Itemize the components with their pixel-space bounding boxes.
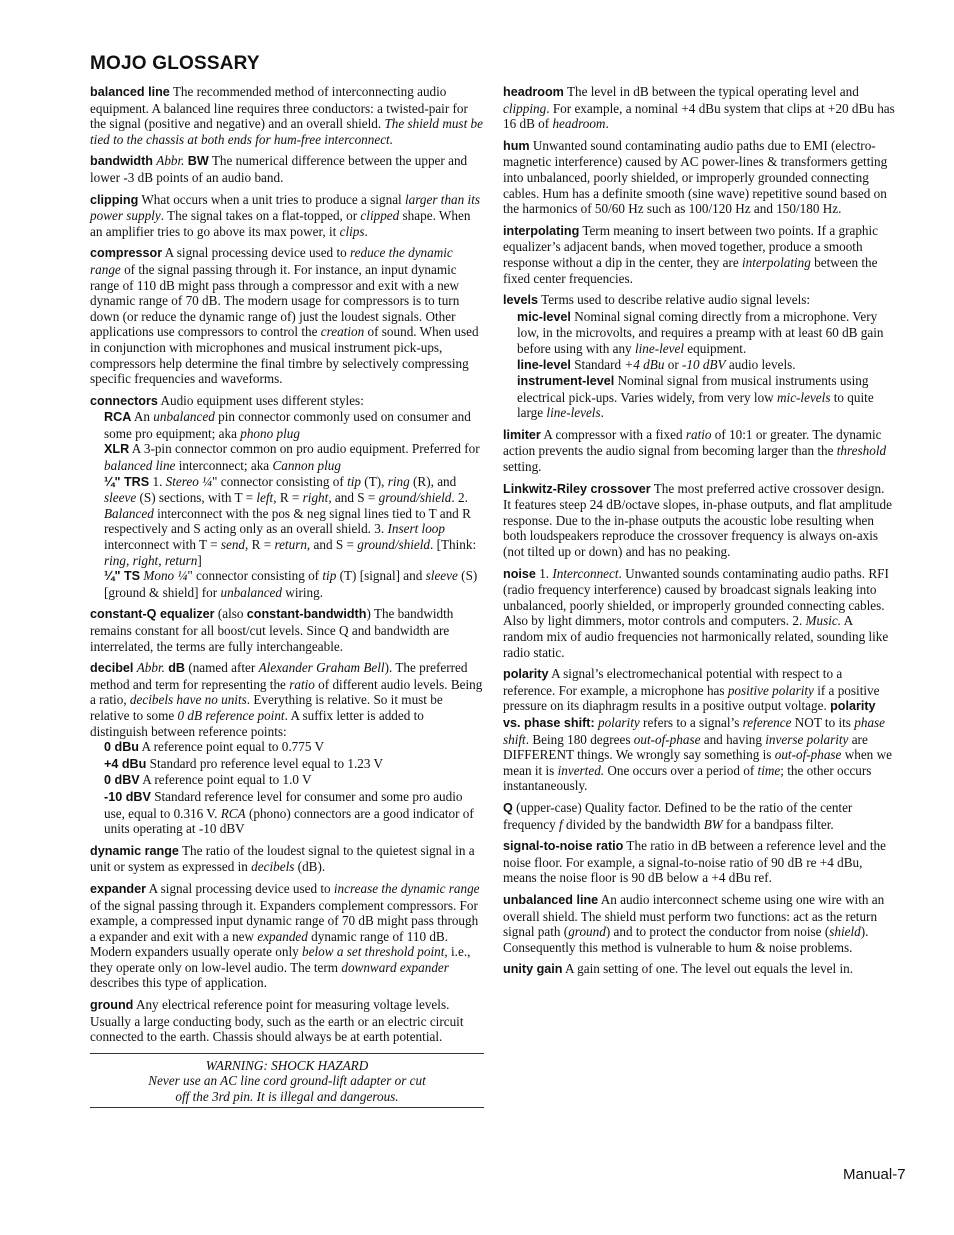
glossary-definition: Abbr. BW The numerical difference between the upper and lower -3 dB points of an audio band.	[90, 153, 468, 185]
glossary-term: unbalanced line	[503, 892, 599, 907]
glossary-definition: A gain setting of one. The level out equals the level in.	[562, 961, 854, 977]
glossary-entry-q	[503, 800, 895, 832]
sub-entry-10-dbv	[104, 789, 484, 837]
sub-term: RCA	[104, 410, 132, 425]
glossary-definition: A signal’s electromechanical potential with respect to a reference. For example, a microphone has positive polarity if a positive pressure on its diaphragm results in a positive output voltage. polarity vs. phase shift: polarity refers to a signal’s reference NOT to its phase shift. Being 180 degrees out-of-phase and having inverse polarity are DIFFERENT things. We wrongly say something is out-of-phase when we mean it is inverted. One occurs over a period of time; the other occurs instantaneously.	[503, 666, 892, 794]
glossary-definition: The recommended method of interconnecting audio equipment. A balanced line requires three conductors: a twisted-pair for the signal (positive and negative) and an overall shield. The shield must be tied to the chassis at both ends for hum-free interconnect.	[90, 84, 483, 147]
sub-term: ¼" TRS	[104, 474, 150, 489]
glossary-definition: Term meaning to insert between two points. If a graphic equalizer’s adjacent bands, when moved together, produce a smooth response without a dip in the center, they are interpolating between the fixed center frequencies.	[503, 222, 879, 286]
glossary-definition: Any electrical reference point for measuring voltage levels. Usually a large conducting body, such as the earth or an electric circuit connected to the earth. Chassis should always be at earth potential.	[90, 997, 464, 1045]
warning-text-1: Never use an AC line cord ground-lift adapter or cut	[148, 1073, 426, 1089]
sub-definition: Nominal signal coming directly from a microphone. Very low, in the microvolts, and requires a preamp with at least 60 dB gain before using with any line-level equipment.	[517, 308, 884, 356]
sub-entry-xlr	[104, 441, 484, 473]
sub-term: line-level	[517, 357, 571, 372]
glossary-entry-linkwitz-riley-crossover	[503, 481, 895, 560]
left-column	[90, 84, 484, 1108]
glossary-entry-limiter	[503, 427, 895, 475]
sub-definition: A 3-pin connector common on pro audio equipment. Preferred for balanced line interconnect; aka Cannon plug	[104, 441, 480, 474]
warning-heading: WARNING: SHOCK HAZARD	[205, 1057, 369, 1073]
sub-definition: Mono ¼" connector consisting of tip (T) [signal] and sleeve (S) [ground & shield] for unbalanced wiring.	[104, 568, 478, 600]
sub-definition: Standard pro reference level equal to 1.23 V	[146, 755, 384, 771]
glossary-definition: The most preferred active crossover design. It features steep 24 dB/octave slopes, in-phase outputs, and flat amplitude response. Due to the in-phase outputs the acoustic lobe resulting when both loudspeakers reproduce the crossover frequency is always on-axis (not tilted up or down) and has no peaking.	[503, 480, 892, 560]
left-entries	[90, 84, 484, 1045]
sub-term: 0 dBV	[104, 773, 140, 788]
sub-entry-0-dbv	[104, 772, 484, 789]
glossary-definition: (upper-case) Quality factor. Defined to be the ratio of the center frequency f divided by the bandwidth BW for a bandpass filter.	[503, 799, 853, 832]
glossary-definition: A compressor with a fixed ratio of 10:1 or greater. The dynamic action prevents the audio signal from becoming larger than the threshold setting.	[503, 426, 887, 475]
sub-entry-mic-level	[517, 309, 895, 357]
glossary-entry-polarity	[503, 666, 895, 794]
sub-entry-4-dbu	[104, 756, 484, 773]
page-title: MOJO GLOSSARY	[90, 53, 260, 74]
glossary-term: polarity	[503, 667, 549, 682]
sub-term: 0 dBu	[104, 740, 139, 755]
sub-entry-instrument-level	[517, 373, 895, 421]
sub-term: mic-level	[517, 309, 571, 324]
glossary-entry-bandwidth	[90, 153, 484, 185]
glossary-term: unity gain	[503, 962, 563, 977]
sub-entries	[104, 739, 484, 837]
glossary-definition: Unwanted sound contaminating audio paths due to EMI (electro-magnetic interference) caused by AC power-lines & transformers getting into unbalanced, poorly shielded, or improperly grounded connecting cables. Hum has a definite smooth (sine wave) repetitive sound based on the harmonics of 50/60 Hz such as 100/120 Hz and 150/180 Hz.	[503, 137, 888, 217]
glossary-entry-noise	[503, 566, 895, 661]
glossary-definition: The level in dB between the typical operating level and clipping. For example, a nominal +4 dBu system that clips at +20 dBu has 16 dB of headroom.	[503, 84, 895, 132]
glossary-term: signal-to-noise ratio	[503, 839, 624, 854]
glossary-term: limiter	[503, 427, 541, 442]
glossary-term: expander	[90, 881, 146, 896]
sub-term: instrument-level	[517, 374, 615, 389]
right-entries	[503, 84, 895, 978]
glossary-term: noise	[503, 566, 536, 581]
sub-definition: Standard reference level for consumer and some pro audio use, equal to 0.316 V. RCA (phono) connectors are a good indicator of units operating at -10 dBV	[104, 788, 474, 837]
warning-text-2: off the 3rd pin. It is illegal and dangerous.	[175, 1089, 399, 1105]
glossary-term: dynamic range	[90, 843, 179, 858]
glossary-term: balanced line	[90, 85, 170, 99]
glossary-term: bandwidth	[90, 154, 153, 169]
sub-entries	[104, 409, 484, 600]
sub-term: XLR	[104, 442, 130, 457]
glossary-term: ground	[90, 998, 134, 1013]
glossary-definition: Audio equipment uses different styles:	[157, 392, 364, 408]
glossary-entry-constant-q-equalizer	[90, 606, 484, 654]
glossary-definition: What occurs when a unit tries to produce a signal larger than its power supply. The signal takes on a flat-topped, or clipped shape. When an amplifier tries to go above its max power, it clips.	[90, 191, 480, 239]
glossary-term: Q	[503, 800, 513, 815]
glossary-term: constant-Q equalizer	[90, 607, 215, 622]
sub-definition: Standard +4 dBu or -10 dBV audio levels.	[570, 356, 796, 372]
glossary-entry-headroom	[503, 84, 895, 132]
glossary-entry-connectors	[90, 393, 484, 601]
glossary-definition: The ratio in dB between a reference level and the noise floor. For example, a signal-to-noise ratio of 90 dB re +4 dBu, means the noise floor is 90 dB below a +4 dBu ref.	[503, 838, 887, 886]
shock-warning	[90, 1053, 484, 1108]
glossary-definition: Abbr. dB (named after Alexander Graham Bell). The preferred method and term for representing the ratio of different audio levels. Being a ratio, decibels have no units. Everything is relative. So it must be relative to some 0 dB reference point. A suffix letter is added to distinguish between reference points:	[90, 660, 483, 739]
glossary-entry-dynamic-range	[90, 843, 484, 875]
sub-definition: A reference point equal to 1.0 V	[139, 772, 312, 788]
glossary-entry-decibel	[90, 660, 484, 837]
glossary-definition: 1. Interconnect. Unwanted sounds contaminating audio paths. RFI (radio frequency interference) caused by broadcast signals leaking into unbalanced, poorly shielded, or improperly grounded connecting cables. Also by light dimmers, motor controls and computers. 2. Music. A random mix of audio frequencies not harmonically related, sounding like radio static.	[503, 565, 889, 660]
sub-entry-0-dbu	[104, 739, 484, 756]
sub-entry-rca	[104, 409, 484, 441]
glossary-term: connectors	[90, 393, 158, 408]
sub-entries	[517, 309, 895, 421]
glossary-entry-levels	[503, 292, 895, 421]
sub-definition: An unbalanced pin connector commonly used on consumer and some pro equipment; aka phono plug	[104, 409, 471, 441]
glossary-term: decibel	[90, 661, 134, 676]
sub-definition: Nominal signal from musical instruments using electrical pick-ups. Varies widely, from very low mic-levels to quite large line-levels.	[517, 373, 874, 421]
glossary-entry-unity-gain	[503, 961, 895, 978]
sub-entry-ts	[104, 568, 484, 600]
glossary-term: interpolating	[503, 223, 580, 238]
glossary-term: clipping	[90, 192, 139, 207]
glossary-entry-compressor	[90, 245, 484, 386]
sub-entry-trs	[104, 474, 484, 569]
sub-definition: 1. Stereo ¼" connector consisting of tip (T), ring (R), and sleeve (S) sections, with T = left, R = right, and S = ground/shield. 2. Balanced interconnect with the pos & neg signal lines tied to T and R respectively and S acting only as an overall shield. 3. Insert loop interconnect with T = send, R = return, and S = ground/shield. [Think: ring, right, return]	[104, 473, 477, 568]
glossary-entry-interpolating	[503, 223, 895, 286]
sub-definition: A reference point equal to 0.775 V	[138, 739, 325, 755]
glossary-term: compressor	[90, 246, 163, 261]
glossary-definition: Terms used to describe relative audio signal levels:	[538, 292, 811, 308]
glossary-term: headroom	[503, 85, 564, 99]
glossary-term: levels	[503, 293, 539, 308]
sub-term: +4 dBu	[104, 756, 147, 771]
glossary-definition: The ratio of the loudest signal to the quietest signal in a unit or system as expressed in decibels (dB).	[90, 842, 475, 875]
glossary-entry-expander	[90, 881, 484, 991]
sub-term: -10 dBV	[104, 789, 151, 804]
glossary-term: hum	[503, 138, 530, 153]
glossary-entry-clipping	[90, 192, 484, 240]
glossary-entry-signal-to-noise-ratio	[503, 838, 895, 886]
glossary-term: Linkwitz-Riley crossover	[503, 481, 651, 496]
glossary-definition: A signal processing device used to increase the dynamic range of the signal passing through it. Expanders complement compressors. For example, a compressed input dynamic range of 70 dB might pass through a expander and exit with a new expanded dynamic range of 110 dB. Modern expanders usually operate only below a set threshold point, i.e., they operate only on low-level audio. The term downward expander describes this type of application.	[90, 880, 480, 991]
glossary-entry-ground	[90, 997, 484, 1045]
glossary-definition: An audio interconnect scheme using one wire with an overall shield. The shield must perform two functions: act as the return signal path (ground) and to protect the conductor from noise (shield). Consequently this method is vulnerable to hum & noise problems.	[503, 891, 885, 955]
glossary-entry-unbalanced-line	[503, 892, 895, 955]
glossary-definition: A signal processing device used to reduce the dynamic range of the signal passing through it. For instance, an input dynamic range of 110 dB might pass through a compressor and exit with a new dynamic range of 70 dB. The modern usage for compressors is to turn down (or reduce the dynamic range of) just the loudest signals. Other applications use compressors to control the creation of sound. When used in conjunction with microphones and musical instrument pick-ups, compressors help determine the final timbre by selectively compressing specific frequencies and waveforms.	[90, 245, 479, 387]
right-column	[503, 84, 895, 984]
sub-term: ¼" TS	[104, 569, 141, 584]
glossary-definition: (also constant-bandwidth) The bandwidth remains constant for all boost/cut levels. Since Q and bandwidth are interrelated, the terms are fully interchangeable.	[90, 606, 454, 654]
page-number: Manual-7	[843, 1166, 906, 1183]
sub-entry-line-level	[517, 357, 895, 374]
glossary-entry-hum	[503, 138, 895, 217]
glossary-entry-balanced-line	[90, 84, 484, 147]
